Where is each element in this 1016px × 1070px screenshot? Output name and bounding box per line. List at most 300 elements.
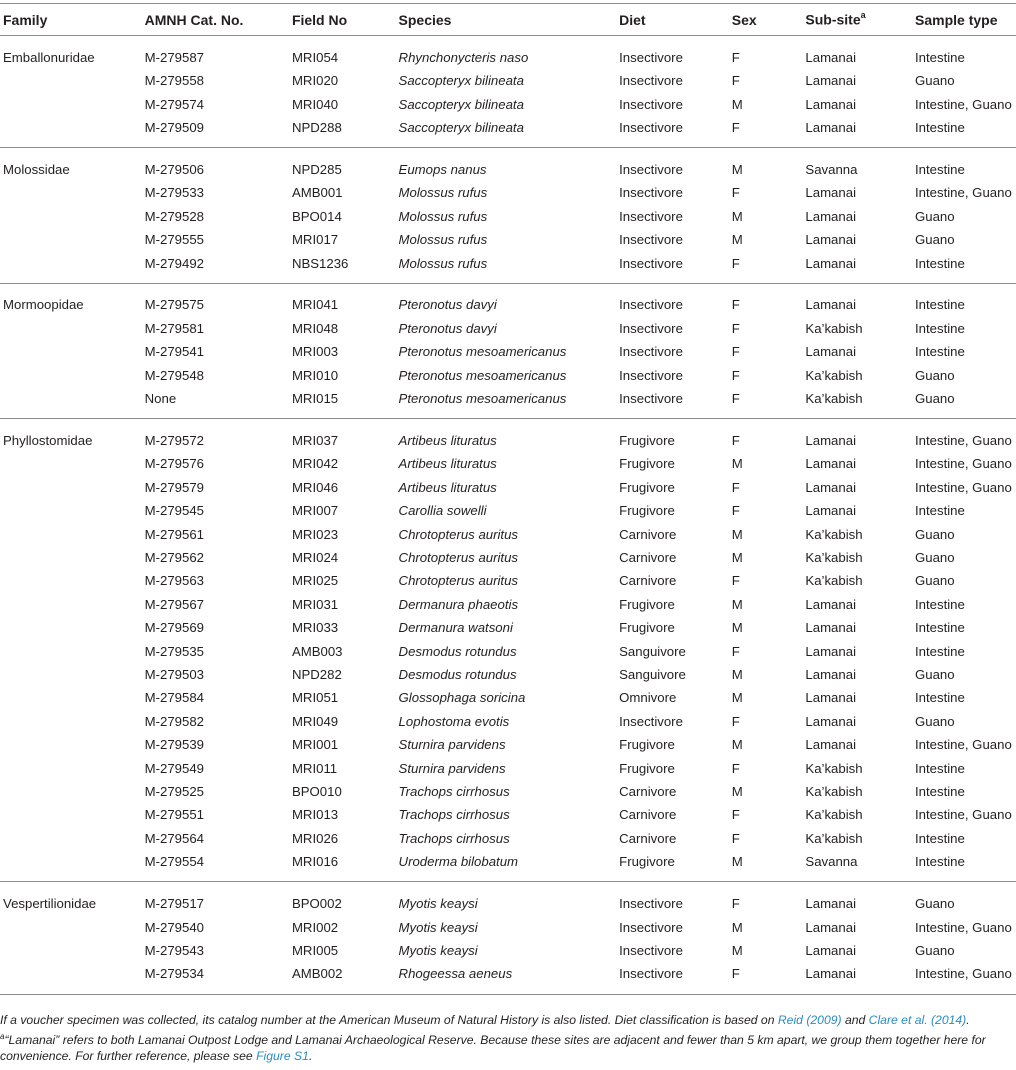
family-cell bbox=[0, 639, 145, 662]
amnh-cat-no-cell: M-279535 bbox=[144, 643, 205, 659]
sex-cell: M bbox=[731, 161, 743, 177]
amnh-cat-no-cell: M-279587 bbox=[144, 49, 205, 65]
sex-cell: M bbox=[731, 919, 743, 935]
diet-cell: Insectivore bbox=[619, 49, 683, 65]
sample-type-cell: Guano bbox=[915, 208, 955, 224]
sex-cell: M bbox=[731, 690, 743, 706]
sample-type-cell: Intestine bbox=[915, 620, 965, 636]
field-no-cell: MRI005 bbox=[291, 942, 339, 958]
sub-site-cell: Ka’kabish bbox=[805, 807, 863, 823]
footnote-general bbox=[0, 1012, 1016, 1029]
table-row bbox=[0, 522, 1016, 545]
species-cell: Glossophaga soricina bbox=[398, 690, 526, 706]
sub-site-cell: Lamanai bbox=[805, 919, 856, 935]
citation-link-reid[interactable]: Reid (2009) bbox=[777, 1013, 842, 1027]
species-cell: Lophostoma evotis bbox=[398, 713, 510, 729]
species-cell: Trachops cirrhosus bbox=[398, 807, 510, 823]
sex-cell: F bbox=[731, 432, 740, 448]
amnh-cat-no-cell: M-279509 bbox=[145, 116, 292, 148]
family-cell bbox=[0, 663, 145, 686]
sex-cell: M bbox=[731, 783, 743, 799]
header-family: Family bbox=[0, 4, 145, 36]
sample-type-cell: Guano bbox=[915, 573, 955, 589]
family-cell bbox=[0, 364, 145, 387]
family-cell bbox=[0, 499, 145, 522]
footnote-text: If a voucher specimen was collected, its catalog number at the American Museum of Natural History is also listed. Diet classification is based on bbox=[0, 1013, 778, 1027]
sub-site-cell: Savanna bbox=[805, 850, 915, 882]
field-no-cell: AMB001 bbox=[291, 185, 343, 201]
sex-cell: M bbox=[731, 942, 743, 958]
table-row bbox=[0, 283, 1016, 317]
table-row bbox=[0, 827, 1016, 850]
field-no-cell: MRI048 bbox=[291, 320, 339, 336]
table-row bbox=[0, 593, 1016, 616]
species-cell: Eumops nanus bbox=[398, 161, 487, 177]
sex-cell: F bbox=[732, 251, 806, 283]
field-no-cell: MRI013 bbox=[291, 807, 339, 823]
species-cell: Molossus rufus bbox=[398, 232, 488, 248]
species-cell: Sturnira parvidens bbox=[398, 737, 506, 753]
amnh-cat-no-cell: M-279548 bbox=[144, 367, 205, 383]
table-row bbox=[0, 639, 1016, 662]
footnote-text: “Lamanai” refers to both Lamanai Outpost Lodge and Lamanai Archaeological Reserve. Because these sites are adjacent and fewer than 5 km apart, we group them together here for convenience. For further reference, please see bbox=[0, 1032, 986, 1064]
sample-type-cell: Guano bbox=[915, 942, 955, 958]
diet-cell: Sanguivore bbox=[619, 667, 686, 682]
sample-type-cell: Guano bbox=[915, 73, 955, 89]
family-cell: Phyllostomidae bbox=[3, 432, 93, 448]
family-cell bbox=[0, 522, 145, 545]
sub-site-cell: Ka’kabish bbox=[805, 760, 863, 776]
species-cell: Dermanura watsoni bbox=[398, 620, 513, 636]
sample-type-cell: Guano bbox=[915, 526, 955, 542]
sample-type-cell: Guano bbox=[915, 895, 955, 911]
family-cell bbox=[0, 69, 145, 92]
sample-type-cell: Intestine, Guano bbox=[915, 96, 1012, 112]
field-no-cell: MRI020 bbox=[291, 73, 339, 89]
field-no-cell: MRI051 bbox=[291, 690, 339, 706]
amnh-cat-no-cell: M-279576 bbox=[144, 456, 205, 472]
sex-cell: F bbox=[731, 344, 740, 360]
amnh-cat-no-cell: M-279528 bbox=[144, 208, 205, 224]
sub-site-cell: Lamanai bbox=[805, 49, 856, 65]
amnh-cat-no-cell: M-279506 bbox=[144, 161, 205, 177]
diet-cell: Frugivore bbox=[619, 432, 675, 448]
diet-cell: Carnivore bbox=[619, 783, 677, 799]
family-cell: Vespertilionidae bbox=[3, 895, 97, 911]
species-cell: Sturnira parvidens bbox=[398, 760, 506, 776]
header-species: Species bbox=[399, 4, 620, 36]
amnh-cat-no-cell: M-279567 bbox=[144, 596, 205, 612]
species-cell: Pteronotus mesoamericanus bbox=[398, 344, 567, 360]
sub-site-cell: Lamanai bbox=[805, 344, 856, 360]
diet-cell: Carnivore bbox=[619, 807, 677, 823]
family-cell bbox=[0, 452, 145, 475]
amnh-cat-no-cell: M-279572 bbox=[144, 432, 205, 448]
family-cell bbox=[0, 387, 145, 419]
header-sample-type: Sample type bbox=[915, 4, 1016, 36]
species-cell: Myotis keaysi bbox=[398, 942, 478, 958]
field-no-cell: MRI054 bbox=[291, 49, 339, 65]
species-cell: Pteronotus mesoamericanus bbox=[398, 367, 567, 383]
table-row bbox=[0, 756, 1016, 779]
amnh-cat-no-cell: M-279579 bbox=[144, 479, 205, 495]
table-row bbox=[0, 228, 1016, 251]
diet-cell: Insectivore bbox=[619, 962, 732, 994]
family-cell bbox=[0, 939, 145, 962]
amnh-cat-no-cell: M-279582 bbox=[144, 713, 205, 729]
amnh-cat-no-cell: M-279503 bbox=[144, 667, 205, 682]
sub-site-cell: Lamanai bbox=[805, 73, 856, 89]
diet-cell: Frugivore bbox=[619, 620, 675, 636]
table-row bbox=[0, 36, 1016, 70]
table-row bbox=[0, 546, 1016, 569]
sex-cell: F bbox=[731, 895, 740, 911]
diet-cell: Insectivore bbox=[619, 297, 683, 313]
table-row bbox=[0, 148, 1016, 182]
field-no-cell: MRI049 bbox=[291, 713, 339, 729]
sex-cell: M bbox=[732, 850, 806, 882]
field-no-cell: MRI041 bbox=[291, 297, 339, 313]
table-row bbox=[0, 499, 1016, 522]
amnh-cat-no-cell: M-279525 bbox=[144, 783, 205, 799]
sex-cell: M bbox=[731, 667, 743, 682]
table-row bbox=[0, 251, 1016, 283]
sample-type-cell: Intestine bbox=[915, 850, 1016, 882]
table-footnotes bbox=[0, 1012, 1016, 1065]
sub-site-cell: Lamanai bbox=[805, 962, 915, 994]
diet-cell: Insectivore bbox=[619, 232, 683, 248]
sample-type-cell: Guano bbox=[915, 387, 1016, 419]
family-cell bbox=[0, 827, 145, 850]
table-row bbox=[0, 663, 1016, 686]
amnh-cat-no-cell: M-279575 bbox=[144, 297, 205, 313]
amnh-cat-no-cell: M-279492 bbox=[145, 251, 292, 283]
sample-type-cell: Intestine, Guano bbox=[915, 456, 1012, 472]
amnh-cat-no-cell: M-279564 bbox=[144, 830, 205, 846]
field-no-cell: MRI042 bbox=[291, 456, 339, 472]
figure-link-s1[interactable]: Figure S1 bbox=[256, 1049, 309, 1064]
table-row bbox=[0, 181, 1016, 204]
species-cell: Pteronotus mesoamericanus bbox=[399, 387, 620, 419]
sample-type-cell: Intestine bbox=[915, 690, 965, 706]
species-cell: Dermanura phaeotis bbox=[398, 596, 519, 612]
sample-type-cell: Intestine bbox=[915, 49, 965, 65]
family-cell bbox=[0, 780, 145, 803]
amnh-cat-no-cell: M-279569 bbox=[144, 620, 205, 636]
species-cell: Rhynchonycteris naso bbox=[398, 49, 529, 65]
sample-type-cell: Intestine bbox=[915, 783, 965, 799]
field-no-cell: MRI023 bbox=[291, 526, 339, 542]
diet-cell: Insectivore bbox=[619, 320, 683, 336]
diet-cell: Frugivore bbox=[619, 737, 675, 753]
family-cell bbox=[0, 962, 145, 994]
diet-cell: Insectivore bbox=[619, 251, 732, 283]
diet-cell: Frugivore bbox=[619, 850, 732, 882]
field-no-cell: AMB003 bbox=[291, 643, 343, 659]
family-cell: Molossidae bbox=[3, 161, 70, 177]
amnh-cat-no-cell: M-279534 bbox=[145, 962, 292, 994]
sub-site-cell: Lamanai bbox=[805, 432, 856, 448]
field-no-cell: MRI010 bbox=[291, 367, 339, 383]
family-cell: Emballonuridae bbox=[3, 49, 95, 65]
table-row bbox=[0, 686, 1016, 709]
species-cell: Pteronotus davyi bbox=[398, 297, 497, 313]
family-cell bbox=[0, 915, 145, 938]
header-sex: Sex bbox=[732, 4, 806, 36]
sample-type-cell: Intestine bbox=[915, 830, 965, 846]
family-cell bbox=[0, 593, 145, 616]
sex-cell: F bbox=[731, 807, 740, 823]
footnote-mark: a bbox=[0, 1031, 5, 1041]
field-no-cell: NPD285 bbox=[291, 161, 342, 177]
sex-cell: F bbox=[731, 760, 740, 776]
sub-site-cell: Ka’kabish bbox=[805, 830, 863, 846]
sub-site-cell: Ka’kabish bbox=[805, 550, 863, 566]
diet-cell: Insectivore bbox=[619, 387, 732, 419]
sex-cell: M bbox=[731, 550, 743, 566]
species-cell: Chrotopterus auritus bbox=[398, 526, 519, 542]
table-row bbox=[0, 340, 1016, 363]
table-row bbox=[0, 364, 1016, 387]
family-cell bbox=[0, 205, 145, 228]
header-field-no: Field No bbox=[292, 4, 399, 36]
species-cell: Chrotopterus auritus bbox=[398, 573, 519, 589]
amnh-cat-no-cell: M-279554 bbox=[145, 850, 292, 882]
diet-cell: Insectivore bbox=[619, 713, 683, 729]
diet-cell: Carnivore bbox=[619, 830, 677, 846]
sample-type-cell: Guano bbox=[915, 367, 955, 383]
field-no-cell: BPO002 bbox=[291, 895, 342, 911]
sex-cell: F bbox=[732, 116, 806, 148]
sex-cell: F bbox=[731, 713, 740, 729]
sample-type-cell: Intestine bbox=[915, 251, 1016, 283]
family-cell bbox=[0, 181, 145, 204]
field-no-cell: MRI016 bbox=[292, 850, 399, 882]
sub-site-cell: Ka’kabish bbox=[805, 573, 863, 589]
family-cell bbox=[0, 317, 145, 340]
species-cell: Desmodus rotundus bbox=[398, 667, 517, 682]
species-cell: Molossus rufus bbox=[399, 251, 620, 283]
diet-cell: Carnivore bbox=[619, 526, 677, 542]
diet-cell: Insectivore bbox=[619, 344, 683, 360]
sex-cell: M bbox=[731, 620, 743, 636]
species-cell: Uroderma bilobatum bbox=[399, 850, 620, 882]
sample-type-cell: Guano bbox=[915, 550, 955, 566]
sex-cell: F bbox=[731, 185, 740, 201]
field-no-cell: MRI026 bbox=[291, 830, 339, 846]
species-cell: Trachops cirrhosus bbox=[398, 783, 510, 799]
sex-cell: F bbox=[732, 962, 806, 994]
sex-cell: M bbox=[731, 96, 743, 112]
species-cell: Molossus rufus bbox=[398, 208, 488, 224]
field-no-cell: MRI015 bbox=[292, 387, 399, 419]
diet-cell: Insectivore bbox=[619, 919, 683, 935]
sample-type-cell: Intestine bbox=[915, 760, 965, 776]
species-cell: Pteronotus davyi bbox=[398, 320, 497, 336]
sample-type-cell: Intestine, Guano bbox=[915, 807, 1012, 823]
family-cell: Mormoopidae bbox=[3, 297, 84, 313]
family-cell bbox=[0, 476, 145, 499]
header-sub-site bbox=[805, 4, 915, 36]
species-cell: Artibeus lituratus bbox=[398, 479, 497, 495]
footnote-a bbox=[0, 1029, 1016, 1065]
amnh-cat-no-cell: M-279563 bbox=[144, 573, 205, 589]
amnh-cat-no-cell: M-279562 bbox=[144, 550, 205, 566]
diet-cell: Frugivore bbox=[619, 479, 675, 495]
amnh-cat-no-cell: M-279539 bbox=[144, 737, 205, 753]
sample-type-cell: Guano bbox=[915, 667, 955, 682]
sub-site-cell: Savanna bbox=[805, 161, 858, 177]
sub-site-cell: Lamanai bbox=[805, 713, 856, 729]
citation-link-clare[interactable]: Clare et al. (2014) bbox=[868, 1013, 967, 1027]
diet-cell: Insectivore bbox=[619, 367, 683, 383]
family-cell bbox=[0, 546, 145, 569]
amnh-cat-no-cell: M-279549 bbox=[144, 760, 205, 776]
species-cell: Rhogeessa aeneus bbox=[399, 962, 620, 994]
field-no-cell: MRI007 bbox=[291, 503, 339, 519]
table-row bbox=[0, 419, 1016, 453]
sub-site-cell: Lamanai bbox=[805, 479, 856, 495]
table-row bbox=[0, 710, 1016, 733]
sample-type-cell: Guano bbox=[915, 713, 955, 729]
species-cell: Myotis keaysi bbox=[398, 895, 478, 911]
field-no-cell: MRI031 bbox=[291, 596, 339, 612]
sample-type-cell: Intestine bbox=[915, 344, 965, 360]
species-cell: Molossus rufus bbox=[398, 185, 488, 201]
sample-type-cell: Intestine, Guano bbox=[915, 479, 1012, 495]
sub-site-cell: Lamanai bbox=[805, 596, 856, 612]
table-row bbox=[0, 733, 1016, 756]
diet-cell: Omnivore bbox=[619, 690, 677, 706]
diet-cell: Insectivore bbox=[619, 161, 683, 177]
sub-site-cell: Lamanai bbox=[805, 737, 856, 753]
sample-type-cell: Intestine bbox=[915, 161, 965, 177]
sex-cell: F bbox=[732, 387, 806, 419]
species-cell: Chrotopterus auritus bbox=[398, 550, 519, 566]
species-cell: Carollia sowelli bbox=[398, 503, 487, 519]
table-body bbox=[0, 36, 1016, 995]
family-cell bbox=[0, 92, 145, 115]
field-no-cell: MRI003 bbox=[291, 344, 339, 360]
field-no-cell: MRI033 bbox=[291, 620, 339, 636]
amnh-cat-no-cell: M-279517 bbox=[144, 895, 205, 911]
diet-cell: Insectivore bbox=[619, 208, 683, 224]
table-row bbox=[0, 387, 1016, 419]
footnote-text: . bbox=[966, 1013, 970, 1027]
field-no-cell: MRI002 bbox=[291, 919, 339, 935]
diet-cell: Carnivore bbox=[619, 550, 677, 566]
sub-site-cell: Lamanai bbox=[805, 116, 915, 148]
field-no-cell: MRI037 bbox=[291, 432, 339, 448]
sex-cell: F bbox=[731, 320, 740, 336]
table-row bbox=[0, 939, 1016, 962]
amnh-cat-no-cell: M-279558 bbox=[144, 73, 205, 89]
sub-site-cell: Lamanai bbox=[805, 251, 915, 283]
diet-cell: Insectivore bbox=[619, 116, 732, 148]
sample-type-cell: Intestine bbox=[915, 596, 965, 612]
diet-cell: Frugivore bbox=[619, 456, 675, 472]
sub-site-cell: Lamanai bbox=[805, 208, 856, 224]
sub-site-cell: Lamanai bbox=[805, 503, 856, 519]
sex-cell: F bbox=[731, 73, 740, 89]
sub-site-cell: Lamanai bbox=[805, 232, 856, 248]
species-cell: Trachops cirrhosus bbox=[398, 830, 510, 846]
field-no-cell: MRI024 bbox=[291, 550, 339, 566]
amnh-cat-no-cell: M-279551 bbox=[144, 807, 205, 823]
table-row bbox=[0, 92, 1016, 115]
table-row bbox=[0, 476, 1016, 499]
table-row bbox=[0, 205, 1016, 228]
family-cell bbox=[0, 340, 145, 363]
sub-site-cell: Lamanai bbox=[805, 942, 856, 958]
family-cell bbox=[0, 756, 145, 779]
species-cell: Desmodus rotundus bbox=[398, 643, 517, 659]
species-cell: Artibeus lituratus bbox=[398, 456, 497, 472]
field-no-cell: NPD282 bbox=[291, 667, 342, 682]
sub-site-cell: Ka’kabish bbox=[805, 783, 863, 799]
family-cell bbox=[0, 733, 145, 756]
amnh-cat-no-cell: M-279561 bbox=[144, 526, 205, 542]
sub-site-cell: Lamanai bbox=[805, 667, 856, 682]
amnh-cat-no-cell: M-279555 bbox=[144, 232, 205, 248]
field-no-cell: MRI025 bbox=[291, 573, 339, 589]
specimen-table bbox=[0, 3, 1016, 995]
table-row bbox=[0, 616, 1016, 639]
table-row bbox=[0, 962, 1016, 994]
field-no-cell: AMB002 bbox=[292, 962, 399, 994]
table-row bbox=[0, 569, 1016, 592]
table-row bbox=[0, 915, 1016, 938]
sex-cell: F bbox=[731, 503, 740, 519]
family-cell bbox=[0, 251, 145, 283]
table-row bbox=[0, 452, 1016, 475]
sub-site-cell: Ka’kabish bbox=[805, 367, 863, 383]
amnh-cat-no-cell: M-279545 bbox=[144, 503, 205, 519]
sub-site-cell: Lamanai bbox=[805, 297, 856, 313]
sex-cell: F bbox=[731, 573, 740, 589]
sex-cell: M bbox=[731, 232, 743, 248]
table-row bbox=[0, 69, 1016, 92]
sample-type-cell: Intestine bbox=[915, 503, 965, 519]
table-row bbox=[0, 116, 1016, 148]
sex-cell: F bbox=[731, 479, 740, 495]
table-row bbox=[0, 780, 1016, 803]
family-cell bbox=[0, 569, 145, 592]
table-row bbox=[0, 803, 1016, 826]
sub-site-cell: Lamanai bbox=[805, 620, 856, 636]
sex-cell: F bbox=[731, 830, 740, 846]
amnh-cat-no-cell: M-279584 bbox=[144, 690, 205, 706]
sub-site-cell: Lamanai bbox=[805, 456, 856, 472]
family-cell bbox=[0, 710, 145, 733]
species-cell: Saccopteryx bilineata bbox=[399, 116, 620, 148]
table-row bbox=[0, 850, 1016, 882]
sample-type-cell: Intestine, Guano bbox=[915, 919, 1012, 935]
field-no-cell: MRI040 bbox=[291, 96, 339, 112]
diet-cell: Frugivore bbox=[619, 503, 675, 519]
field-no-cell: BPO010 bbox=[291, 783, 342, 799]
amnh-cat-no-cell: M-279574 bbox=[144, 96, 205, 112]
table-row bbox=[0, 882, 1016, 916]
sex-cell: M bbox=[731, 456, 743, 472]
species-cell: Saccopteryx bilineata bbox=[398, 96, 524, 112]
diet-cell: Insectivore bbox=[619, 96, 683, 112]
table-header-row bbox=[0, 4, 1016, 36]
family-cell bbox=[0, 803, 145, 826]
sample-type-cell: Intestine, Guano bbox=[915, 432, 1012, 448]
diet-cell: Insectivore bbox=[619, 73, 683, 89]
sample-type-cell: Intestine, Guano bbox=[915, 185, 1012, 201]
